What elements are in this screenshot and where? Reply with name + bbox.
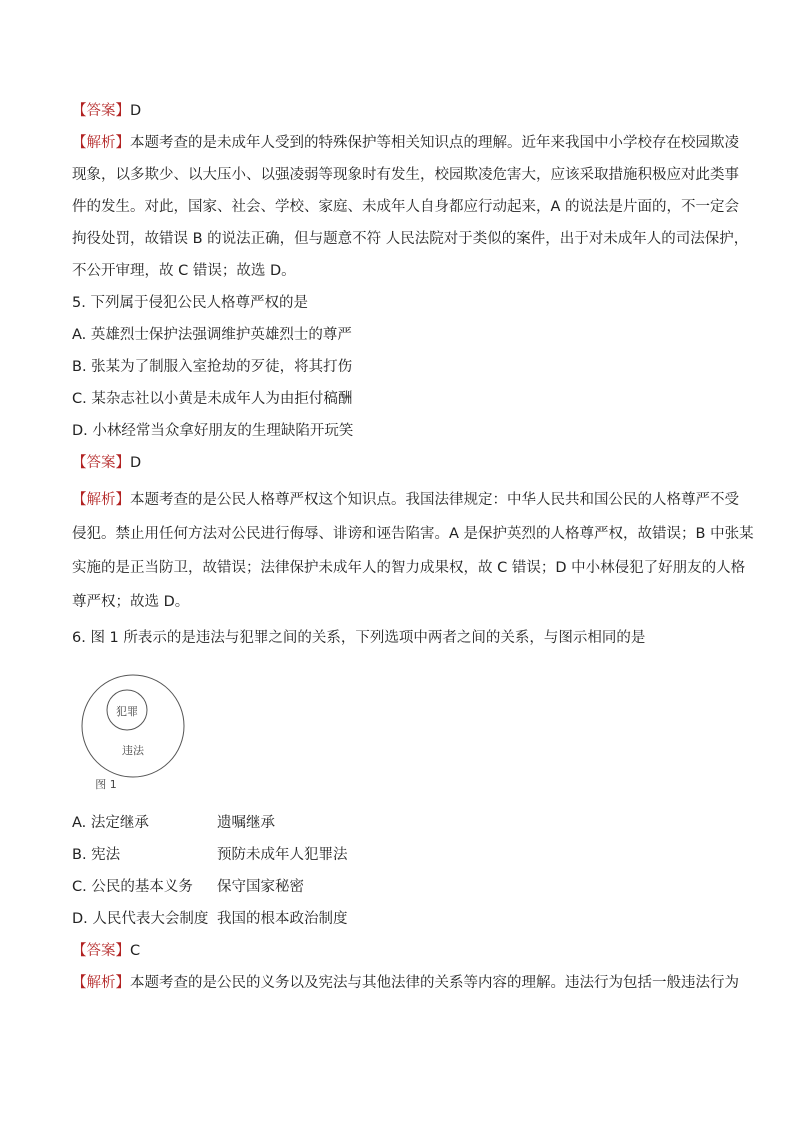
option-right: 我国的根本政治制度 <box>217 911 348 927</box>
q4-analysis-line: 现象，以多欺少、以大压小、以强凌弱等现象时有发生，校园欺凌危害大，应该采取措施积极应对此类事 <box>72 167 739 183</box>
q5-analysis-line: 尊严权；故选 D。 <box>72 594 190 610</box>
q4-analysis-line: 不公开审理，故 C 错误；故选 D。 <box>72 263 296 279</box>
q6-option-b <box>72 845 722 865</box>
q6-option-a <box>72 813 722 833</box>
q4-analysis-line: 件的发生。对此，国家、社会、学校、家庭、未成年人自身都应行动起来，A 的说法是片面的，不一定会 <box>72 199 740 215</box>
option-right: 遗嘱继承 <box>217 815 275 831</box>
analysis-tag: 【解析】 <box>72 135 130 151</box>
q6-analysis-line <box>72 973 739 993</box>
option-left: B. 宪法 <box>72 847 121 863</box>
q5-option-a: A. 英雄烈士保护法强调维护英雄烈士的尊严 <box>72 327 352 343</box>
q4-answer <box>72 101 722 121</box>
analysis-text: 本题考查的是未成年人受到的特殊保护等相关知识点的理解。近年来我国中小学校存在校园欺凌 <box>130 135 739 151</box>
option-right: 保守国家秘密 <box>217 879 304 895</box>
analysis-text: 本题考查的是公民的义务以及宪法与其他法律的关系等内容的理解。违法行为包括一般违法行为 <box>130 975 739 991</box>
answer-tag: 【答案】 <box>72 943 130 959</box>
q6-option-c <box>72 877 722 897</box>
answer-value: D <box>130 103 142 119</box>
answer-tag: 【答案】 <box>72 455 130 471</box>
option-right: 预防未成年人犯罪法 <box>217 847 348 863</box>
answer-value: D <box>130 455 142 471</box>
q5-option-c: C. 某杂志社以小黄是未成年人为由拒付稿酬 <box>72 391 353 407</box>
q6-option-d <box>72 909 722 929</box>
q6-question: 6. 图 1 所表示的是违法与犯罪之间的关系，下列选项中两者之间的关系，与图示相同的是 <box>72 630 646 646</box>
q5-option-d: D. 小林经常当众拿好朋友的生理缺陷开玩笑 <box>72 423 354 439</box>
q5-option-b: B. 张某为了制服入室抢劫的歹徒，将其打伤 <box>72 359 353 375</box>
outer-circle <box>82 675 184 777</box>
q5-answer <box>72 453 722 473</box>
answer-value: C <box>130 943 141 959</box>
answer-tag: 【答案】 <box>72 103 130 119</box>
analysis-tag: 【解析】 <box>72 492 130 508</box>
q5-analysis-line <box>72 490 739 510</box>
option-left: D. 人民代表大会制度 <box>72 911 209 927</box>
q5-question: 5. 下列属于侵犯公民人格尊严权的是 <box>72 295 308 311</box>
q4-analysis-line: 拘役处罚，故错误 B 的说法正确，但与题意不符 人民法院对于类似的案件，出于对未成年人的司法保护， <box>72 231 749 247</box>
venn-diagram <box>76 670 192 794</box>
figure-caption: 图 1 <box>95 778 117 791</box>
q4-analysis-line <box>72 133 739 153</box>
q6-answer <box>72 941 722 961</box>
option-left: C. 公民的基本义务 <box>72 879 193 895</box>
analysis-text: 本题考查的是公民人格尊严权这个知识点。我国法律规定：中华人民共和国公民的人格尊严不受 <box>130 492 739 508</box>
inner-label: 犯罪 <box>116 705 138 718</box>
analysis-tag: 【解析】 <box>72 975 130 991</box>
q5-analysis-line: 侵犯。禁止用任何方法对公民进行侮辱、诽谤和诬告陷害。A 是保护英烈的人格尊严权，故错误；B 中张某 <box>72 526 754 542</box>
outer-label: 违法 <box>122 744 144 757</box>
option-left: A. 法定继承 <box>72 815 149 831</box>
q5-analysis-line: 实施的是正当防卫，故错误；法律保护未成年人的智力成果权，故 C 错误；D 中小林侵犯了好朋友的人格 <box>72 560 746 576</box>
venn-figure <box>76 670 192 794</box>
